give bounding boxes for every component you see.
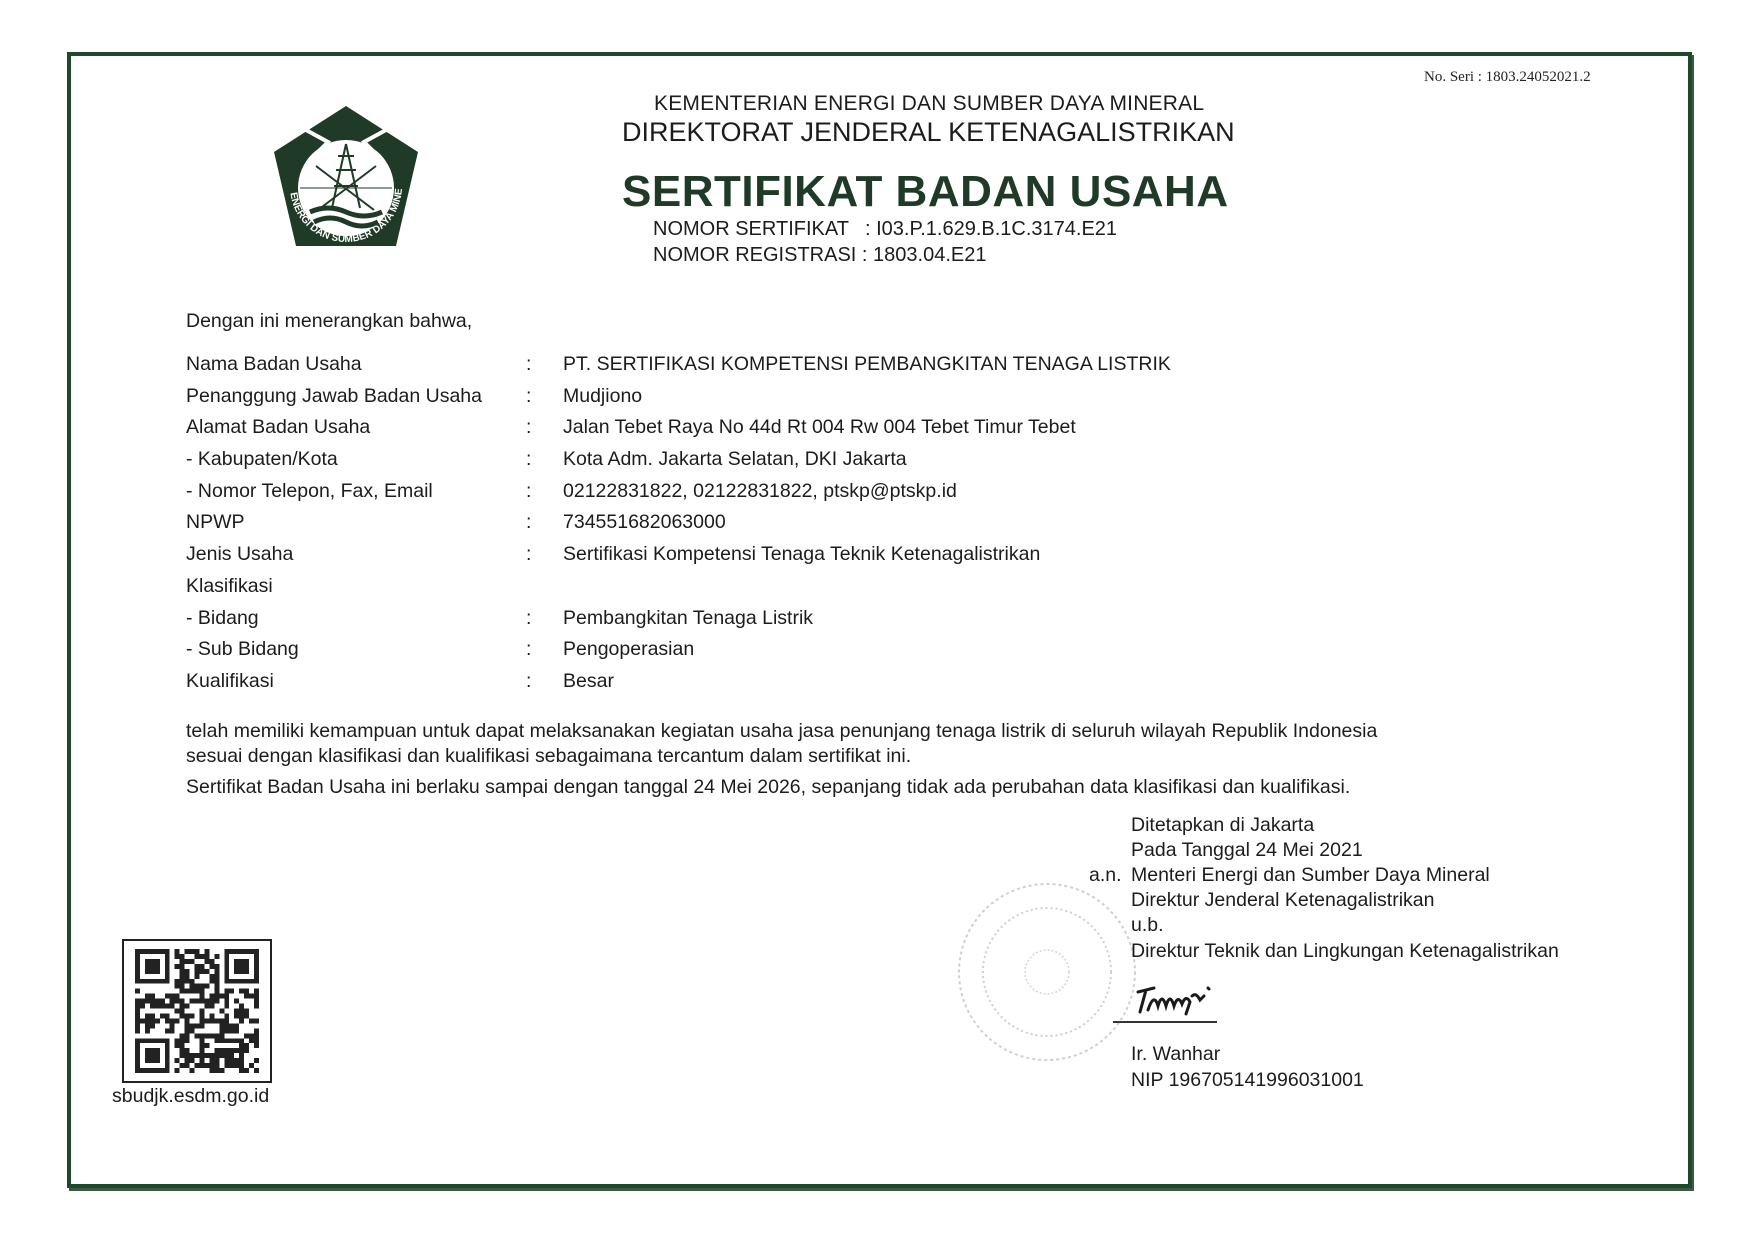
field-value: 02122831822, 02122831822, ptskp@ptskp.id [563,479,957,502]
handwritten-signature [1134,982,1214,1021]
field-label: - Nomor Telepon, Fax, Email [186,479,433,502]
field-label: NPWP [186,511,245,534]
statement-line-1: telah memiliki kemampuan untuk dapat melaksanakan kegiatan usaha jasa penunjang tenaga listrik di seluruh wilayah Republik Indonesia [186,720,1378,742]
field-label: - Sub Bidang [186,638,299,661]
place-established: Ditetapkan di Jakarta [1131,814,1315,836]
esdm-logo [266,100,426,260]
field-value: Pembangkitan Tenaga Listrik [563,606,814,629]
certificate-number-label: NOMOR SERTIFIKAT [653,218,849,240]
field-label: Kualifikasi [186,669,274,692]
field-separator: : [526,416,532,439]
field-value: Sertifikasi Kompetensi Tenaga Teknik Ketenagalistrikan [563,543,1041,566]
qr-url-label: sbudjk.esdm.go.id [112,1085,270,1107]
date-established: Pada Tanggal 24 Mei 2021 [1131,839,1363,861]
registration-number-label: NOMOR REGISTRASI [653,244,857,266]
statement-line-2: sesuai dengan klasifikasi dan kualifikasi sebagaimana tercantum dalam sertifikat ini. [186,745,912,767]
certificate-number [653,218,1117,241]
field-separator: : [526,606,532,629]
field-separator: : [526,384,532,407]
serial-number: No. Seri : 1803.24052021.2 [1424,69,1591,85]
certificate-title: SERTIFIKAT BADAN USAHA [622,167,1229,216]
intro-text: Dengan ini menerangkan bahwa, [186,310,473,332]
ministry-name: KEMENTERIAN ENERGI DAN SUMBER DAYA MINERAL [654,92,1205,115]
signatory-name: Ir. Wanhar [1131,1043,1221,1065]
field-separator: : [526,448,532,471]
field-value: Jalan Tebet Raya No 44d Rt 004 Rw 004 Tebet Timur Tebet [563,416,1076,439]
field-label: Penanggung Jawab Badan Usaha [186,384,482,407]
field-label: Alamat Badan Usaha [186,416,371,439]
field-label: Jenis Usaha [186,543,294,566]
field-label: Klasifikasi [186,574,273,597]
directorate-name: DIREKTORAT JENDERAL KETENAGALISTRIKAN [622,117,1235,147]
qr-code[interactable] [122,939,272,1083]
field-value: PT. SERTIFIKASI KOMPETENSI PEMBANGKITAN TENAGA LISTRIK [563,353,1171,375]
validity-statement: Sertifikat Badan Usaha ini berlaku sampai dengan tanggal 24 Mei 2026, sepanjang tidak ada perubahan data klasifikasi dan kualifikasi. [186,776,1351,798]
ub-text: u.b. [1131,914,1164,936]
logo-text: ENERGI DAN SUMBER DAYA MINE [287,187,406,246]
field-separator: : [526,353,532,375]
field-value: Besar [563,669,614,692]
field-label: - Bidang [186,606,259,629]
director-title: Direktur Teknik dan Lingkungan Ketenagalistrikan [1131,940,1559,962]
registration-number [653,244,986,267]
field-separator: : [526,638,532,661]
signature-line [1113,1021,1217,1023]
registration-number-value: : 1803.04.E21 [861,244,987,266]
signatory-nip: NIP 196705141996031001 [1131,1069,1364,1091]
field-separator: : [526,543,532,566]
field-value: Pengoperasian [563,638,695,661]
on-behalf-of: Menteri Energi dan Sumber Daya Mineral [1131,864,1490,886]
field-value: Mudjiono [563,384,643,407]
certificate-number-value: : I03.P.1.629.B.1C.3174.E21 [865,218,1118,240]
field-label: - Kabupaten/Kota [186,448,338,471]
field-value: 734551682063000 [563,511,726,534]
field-separator: : [526,511,532,534]
an-prefix: a.n. [1089,864,1122,886]
field-label: Nama Badan Usaha [186,353,362,375]
field-separator: : [526,669,532,692]
director-general: Direktur Jenderal Ketenagalistrikan [1131,889,1435,911]
field-value: Kota Adm. Jakarta Selatan, DKI Jakarta [563,448,907,471]
official-stamp [955,880,1140,1065]
field-separator: : [526,479,532,502]
